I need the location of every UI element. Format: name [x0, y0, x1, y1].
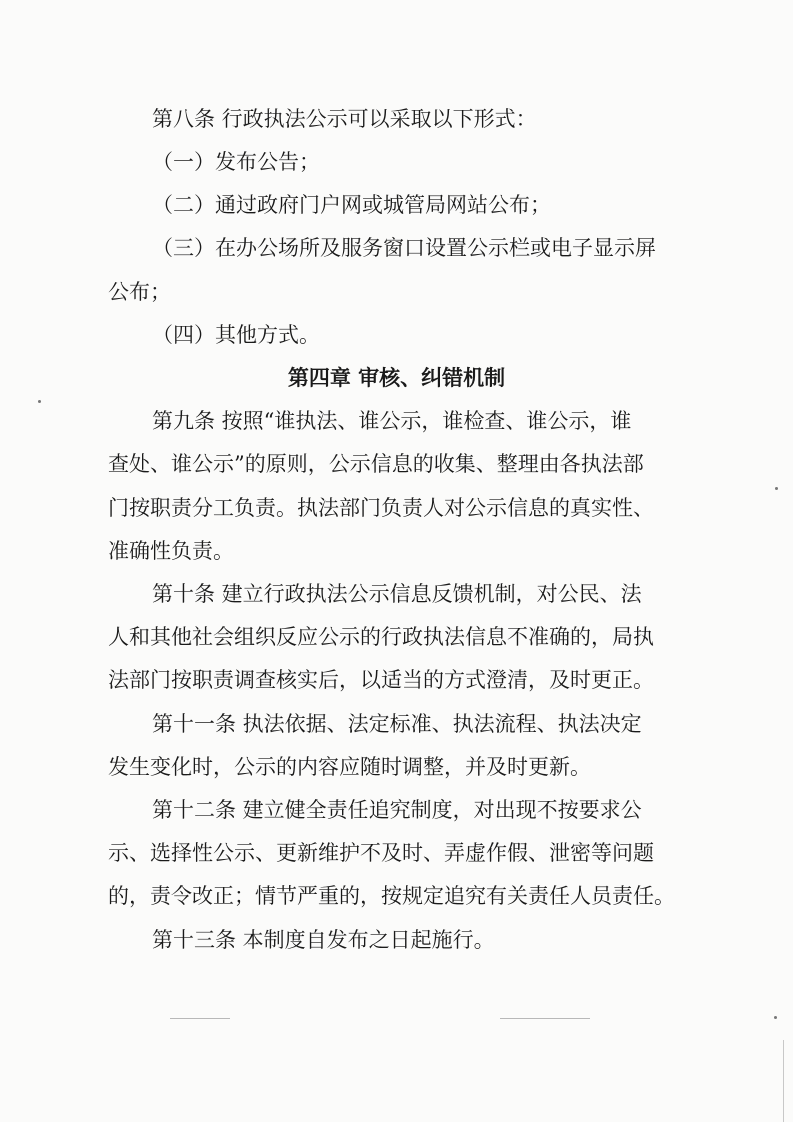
scan-edge-line — [783, 1040, 784, 1122]
article9-line-2: 查处、谁公示”的原则，公示信息的收集、整理由各执法部 — [108, 452, 644, 476]
scan-speck — [774, 1016, 777, 1019]
scan-speck — [38, 400, 41, 403]
article12-line-1: 第十二条 建立健全责任追究制度，对出现不按要求公 — [152, 798, 642, 822]
article8-item-3-line-1: （三）在办公场所及服务窗口设置公示栏或电子显示屏 — [152, 236, 656, 260]
article9-line-1: 第九条 按照“谁执法、谁公示，谁检查、谁公示，谁 — [152, 409, 632, 433]
footer-rule-right — [500, 1018, 590, 1019]
article8-item-1: （一）发布公告； — [152, 150, 320, 174]
article12-line-3: 的，责令改正；情节严重的，按规定追究有关责任人员责任。 — [108, 884, 675, 908]
footer-rule-left — [170, 1018, 230, 1019]
article13-line-1: 第十三条 本制度自发布之日起施行。 — [152, 928, 495, 952]
chapter-title: 第四章 审核、纠错机制 — [287, 366, 506, 390]
article9-line-3: 门按职责分工负责。执法部门负责人对公示信息的真实性、 — [108, 496, 654, 520]
article9-line-4: 准确性负责。 — [108, 539, 234, 563]
article11-line-1: 第十一条 执法依据、法定标准、执法流程、执法决定 — [152, 712, 642, 736]
article12-line-2: 示、选择性公示、更新维护不及时、弄虚作假、泄密等问题 — [108, 841, 654, 865]
article10-line-1: 第十条 建立行政执法公示信息反馈机制，对公民、法 — [152, 582, 642, 606]
article8-item-3-line-2: 公布； — [108, 280, 171, 304]
article11-line-2: 发生变化时，公示的内容应随时调整，并及时更新。 — [108, 755, 591, 779]
article8-item-4: （四）其他方式。 — [152, 323, 320, 347]
article10-line-2: 人和其他社会组织反应公示的行政执法信息不准确的，局执 — [108, 625, 654, 649]
scan-speck — [775, 487, 778, 490]
article8-item-2: （二）通过政府门户网或城管局网站公布； — [152, 193, 551, 217]
article8-heading: 第八条 行政执法公示可以采取以下形式： — [152, 107, 537, 131]
article10-line-3: 法部门按职责调查核实后，以适当的方式澄清，及时更正。 — [108, 668, 654, 692]
